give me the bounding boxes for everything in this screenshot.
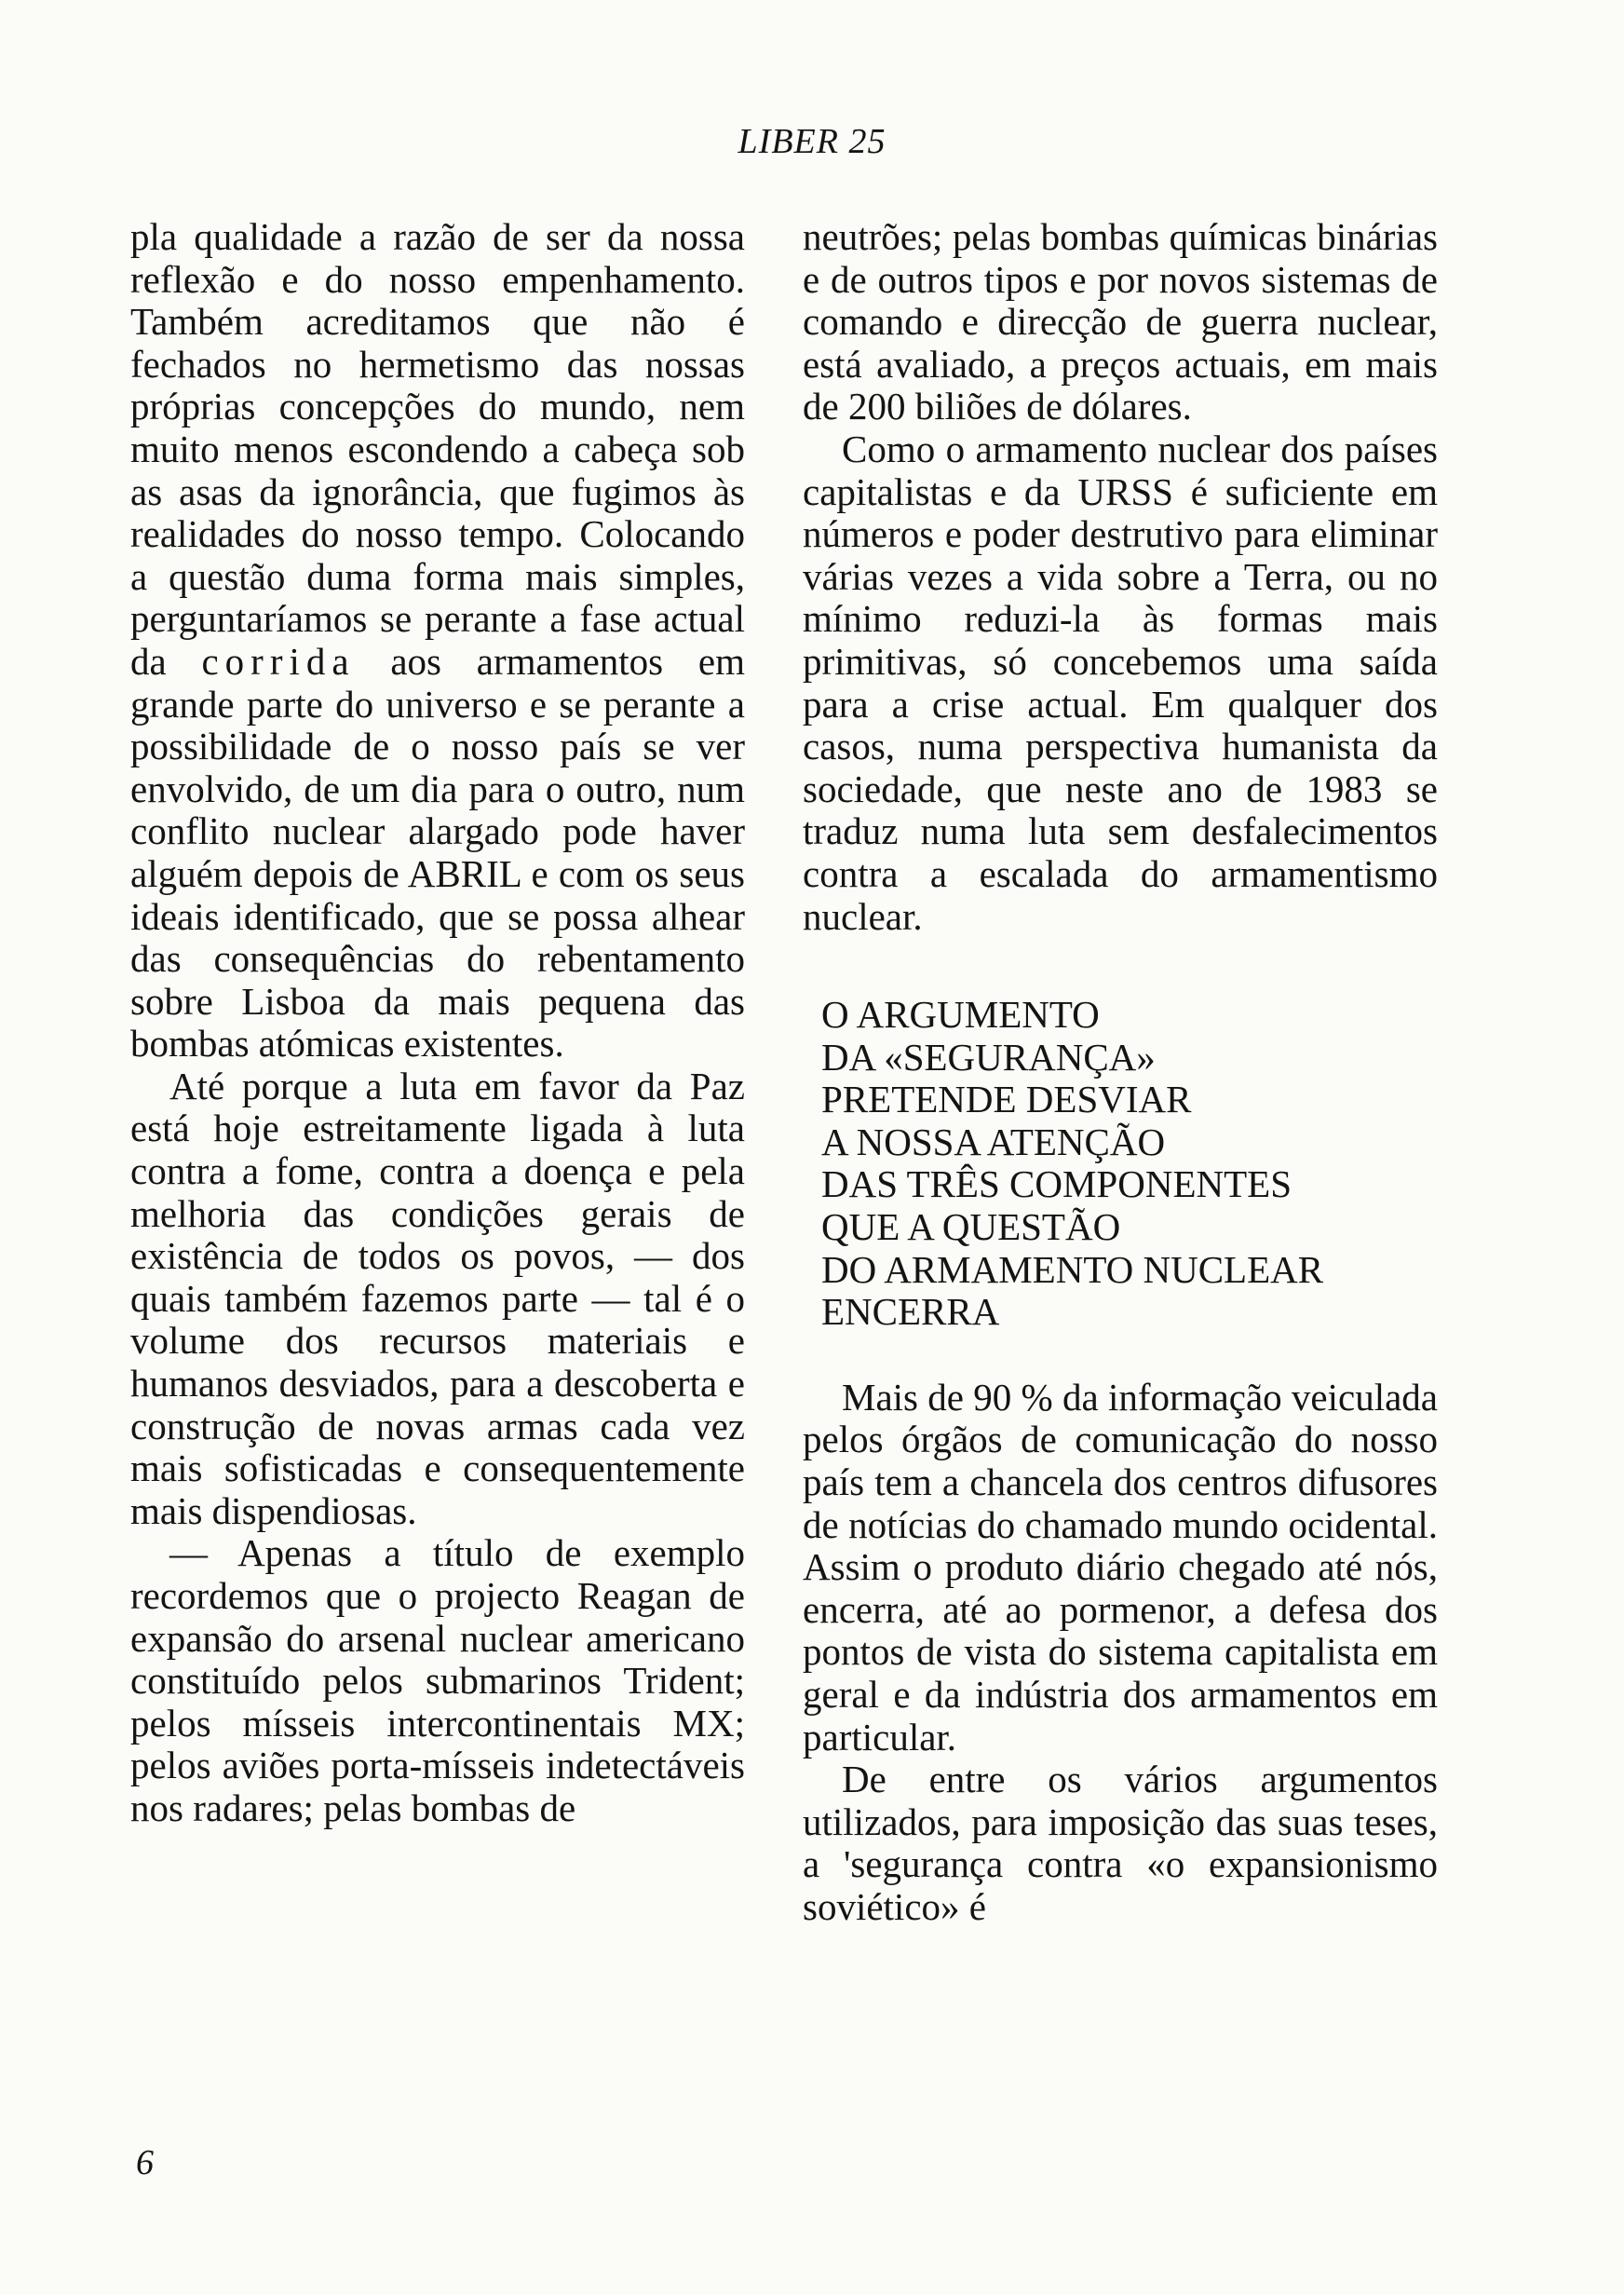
paragraph-1-text-b: aos armamentos em grande parte do universo e se perante a possibilidade de o nosso país se ver envolvido, de um dia para o outro, num conflito nuclear alargado pode haver alguém depois de ABRIL e com os seus ideais identificado, que se possa alhear das consequências do rebentamento sobre Lisboa da mais pequena das bombas atómicas existentes.	[130, 639, 745, 1066]
section-heading-line: PRETENDE DESVIAR	[821, 1078, 1192, 1121]
section-heading-line: A NOSSA ATENÇÃO	[821, 1120, 1166, 1163]
paragraph-7: De entre os vários argumentos utilizados, para imposição das suas teses, a 'segurança contra «o expansionismo soviético» é	[803, 1758, 1438, 1928]
running-head: LIBER 25	[738, 122, 886, 161]
paragraph-3: — Apenas a título de exemplo recordemos que o projecto Reagan de expansão do arsenal nuclear americano constituído pelos submarinos Trident; pelos mísseis intercontinentais MX; pelos aviões porta-mísseis indetectáveis nos radares; pelas bombas de	[130, 1531, 745, 1829]
paragraph-1-text-a: pla qualidade a razão de ser da nossa reflexão e do nosso empenhamento. Também acreditamos que não é fechados no hermetismo das nossas próprias concepções do mundo, nem muito menos escondendo a cabeça sob as asas da ignorância, que fugimos às realidades do nosso tempo. Colocando a questão duma forma mais simples, perguntaríamos se perante a fase actual da	[130, 215, 745, 683]
section-heading-line: QUE A QUESTÃO	[821, 1205, 1121, 1249]
paragraph-5: Como o armamento nuclear dos países capitalistas e da URSS é suficiente em números e poder destrutivo para eliminar várias vezes a vida sobre a Terra, ou no mínimo reduzi-la às formas mais primitivas, só concebemos uma saída para a crise actual. Em qualquer dos casos, numa perspectiva humanista da sociedade, que neste ano de 1983 se traduz numa luta sem desfalecimentos contra a escalada do armamentismo nuclear.	[803, 427, 1438, 938]
paragraph-1-spaced-word: corrida	[201, 639, 356, 683]
page-number: 6	[136, 2143, 154, 2182]
section-heading-line: O ARGUMENTO	[821, 993, 1100, 1037]
section-heading-line: DO ARMAMENTO NUCLEAR	[821, 1247, 1324, 1291]
section-heading-line: ENCERRA	[821, 1290, 1000, 1334]
left-column	[130, 216, 745, 1830]
paragraph-2: Até porque a luta em favor da Paz está hoje estreitamente ligada à luta contra a fome, contra a doença e pela melhoria das condições gerais de existência de todos os povos, — dos quais também fazemos parte — tal é o volume dos recursos materiais e humanos desviados, para a descoberta e construção de novas armas cada vez mais sofisticadas e consequentemente mais dispendiosas.	[130, 1064, 745, 1532]
section-heading-line: DA «SEGURANÇA»	[821, 1035, 1156, 1079]
paragraph-6: Mais de 90 % da informação veiculada pelos órgãos de comunicação do nosso país tem a chancela dos centros difusores de notícias do chamado mundo ocidental. Assim o produto diário chegado até nós, encerra, até ao pormenor, a defesa dos pontos de vista do sistema capitalista em geral e da indústria dos armamentos em particular.	[803, 1375, 1438, 1759]
right-column	[803, 216, 1438, 1929]
paragraph-1	[130, 216, 745, 1066]
section-heading-line: DAS TRÊS COMPONENTES	[821, 1162, 1292, 1206]
paragraph-4: neutrões; pelas bombas químicas binárias e de outros tipos e por novos sistemas de comando e direcção de guerra nuclear, está avaliado, a preços actuais, em mais de 200 biliões de dólares.	[803, 215, 1438, 428]
section-heading	[821, 994, 1438, 1334]
